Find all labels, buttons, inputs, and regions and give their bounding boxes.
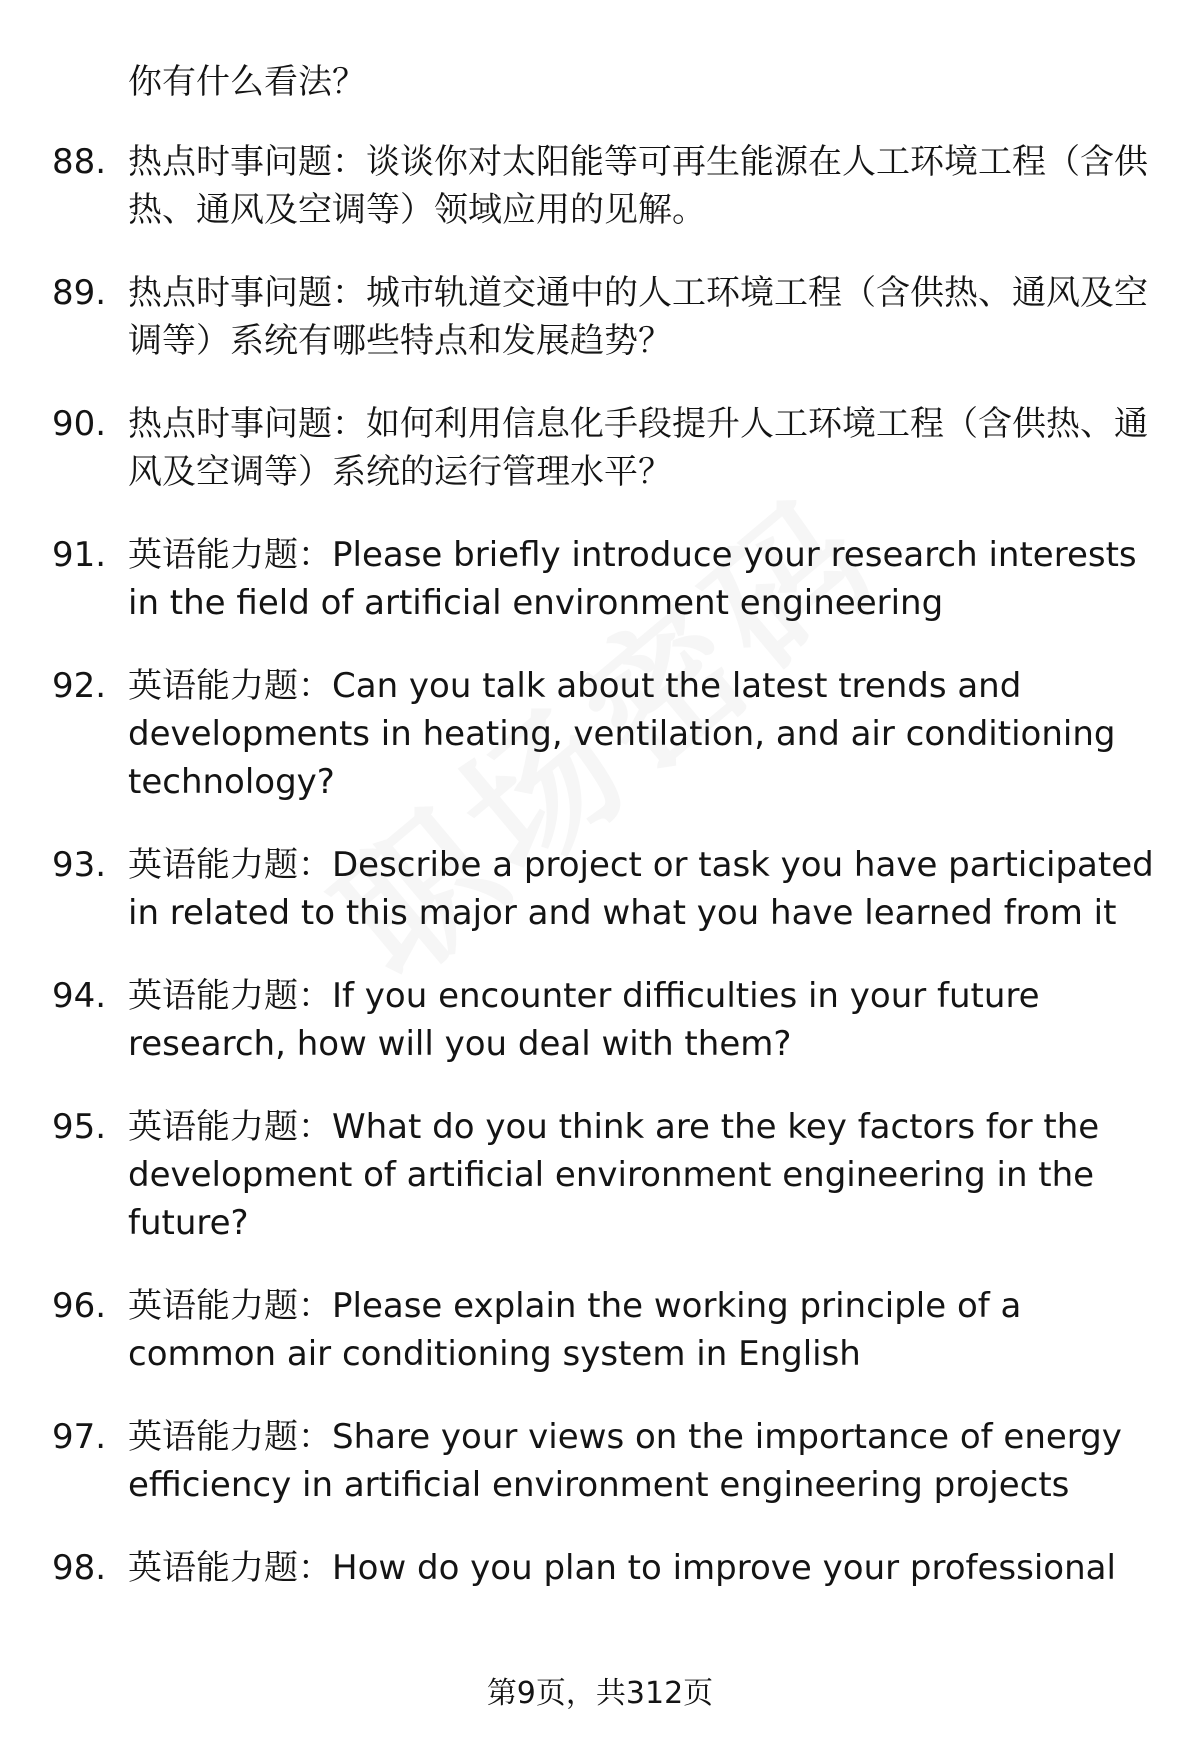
question-number: 94. [52,976,107,1016]
page-footer: 第9页，共312页 [486,1676,714,1711]
question-text: 英语能力题：Please briefly introduce your research interests in the field of artificial environment engineering [128,535,1137,623]
question-number: 96. [52,1286,107,1326]
question-text: 英语能力题：If you encounter difficulties in your future research, how will you deal with them? [128,976,1040,1064]
question-text: 热点时事问题：城市轨道交通中的人工环境工程（含供热、通风及空调等）系统有哪些特点和发展趋势？ [128,273,1148,361]
question-text: 英语能力题：Share your views on the importance of energy efficiency in artificial environment engineering projects [128,1417,1122,1505]
question-item [0,1544,1200,1592]
question-item [0,1103,1200,1247]
question-number: 95. [52,1107,107,1147]
question-number: 88. [52,142,107,182]
question-text: 英语能力题：Please explain the working principle of a common air conditioning system in English [128,1286,1022,1374]
question-list [0,138,1200,1627]
question-number: 97. [52,1417,107,1457]
question-text: 英语能力题：Can you talk about the latest trends and developments in heating, ventilation, and air conditioning technology? [128,666,1116,802]
question-text: 英语能力题：Describe a project or task you have participated in related to this major and what you have learned from it [128,845,1154,933]
question-number: 89. [52,273,107,313]
question-item [0,138,1200,234]
question-number: 98. [52,1548,107,1588]
question-number: 92. [52,666,107,706]
question-text: 热点时事问题：如何利用信息化手段提升人工环境工程（含供热、通风及空调等）系统的运行管理水平？ [128,404,1148,492]
question-item [0,841,1200,937]
question-item [0,269,1200,365]
question-number: 91. [52,535,107,575]
question-number: 93. [52,845,107,885]
continuation-text: 你有什么看法？ [128,62,366,102]
question-item [0,1282,1200,1378]
question-number: 90. [52,404,107,444]
question-item [0,400,1200,496]
question-text: 热点时事问题：谈谈你对太阳能等可再生能源在人工环境工程（含供热、通风及空调等）领域应用的见解。 [128,142,1148,230]
question-item [0,662,1200,806]
question-item [0,531,1200,627]
question-item [0,972,1200,1068]
question-text: 英语能力题：How do you plan to improve your professional [128,1548,1116,1588]
question-text: 英语能力题：What do you think are the key factors for the development of artificial environment engineering in the future? [128,1107,1100,1243]
question-item [0,1413,1200,1509]
